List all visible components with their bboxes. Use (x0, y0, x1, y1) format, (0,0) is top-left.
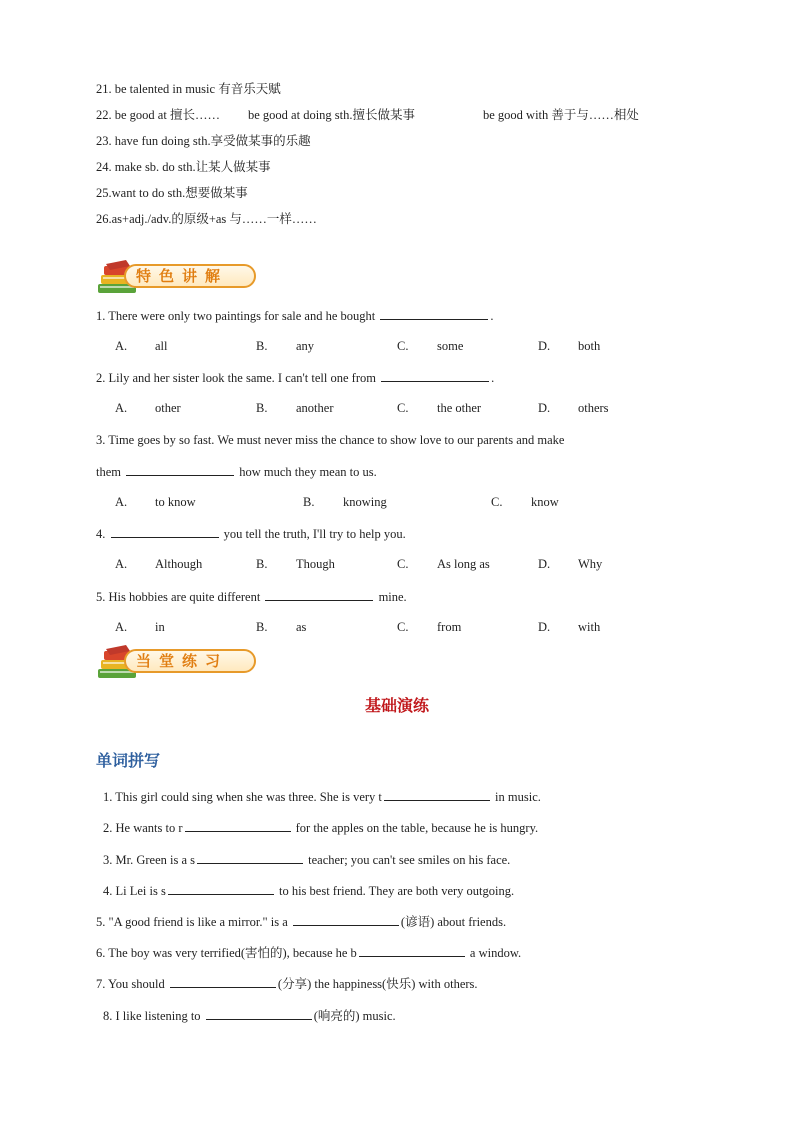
option-letter[interactable]: B. (256, 401, 268, 415)
option-letter[interactable]: B. (256, 557, 268, 571)
banner-dangtang-lianxi (96, 643, 258, 683)
spelling-text: 8. I like listening to (103, 1009, 201, 1023)
option-letter[interactable]: B. (303, 495, 315, 509)
question-3-line-1: 3. Time goes by so fast. We must never miss the chance to show love to our parents and make (96, 433, 565, 447)
answer-blank[interactable] (206, 1006, 312, 1020)
section-heading-jichu-yanlian: 基础演练 (364, 696, 429, 715)
option-text[interactable]: the other (437, 401, 482, 415)
option-text[interactable]: other (155, 401, 181, 415)
option-text[interactable]: as (296, 620, 307, 634)
answer-blank[interactable] (126, 462, 234, 476)
option-text[interactable]: from (437, 620, 462, 634)
option-text[interactable]: any (296, 339, 315, 353)
answer-blank[interactable] (197, 850, 303, 864)
phrase-22a: 22. be good at 擅长…… (96, 108, 220, 122)
spelling-text: 4. Li Lei is s (103, 884, 166, 898)
spelling-text: 5. "A good friend is like a mirror." is a (96, 915, 288, 929)
spelling-text: 2. He wants to r (103, 821, 183, 835)
answer-blank[interactable] (384, 787, 490, 801)
spelling-text-end: for the apples on the table, because he is hungry. (295, 821, 539, 835)
option-text[interactable]: in (155, 620, 165, 634)
spelling-item-2 (103, 818, 538, 837)
option-letter[interactable]: C. (397, 620, 409, 634)
banner-label: 当堂练习 (136, 652, 229, 670)
spelling-text-end: a window. (469, 946, 522, 960)
question-2 (96, 368, 494, 387)
option-text[interactable]: another (296, 401, 334, 415)
spelling-text-end: teacher; you can't see smiles on his face. (308, 853, 511, 867)
question-5-text: 5. His hobbies are quite different (96, 590, 261, 604)
option-text[interactable]: As long as (437, 557, 490, 571)
question-4-text: you tell the truth, I'll try to help you. (223, 527, 406, 541)
answer-blank[interactable] (293, 912, 399, 926)
question-2-text: 2. Lily and her sister look the same. I can't tell one from (96, 371, 376, 385)
option-text[interactable]: some (437, 339, 464, 353)
spelling-text: 6. The boy was very terrified(害怕的), because he b (96, 946, 357, 960)
phrase-22c: be good with 善于与……相处 (483, 108, 639, 122)
banner-label: 特色讲解 (136, 267, 229, 285)
option-letter[interactable]: D. (538, 401, 551, 415)
answer-blank[interactable] (380, 306, 488, 320)
phrase-26: 26.as+adj./adv.的原级+as 与……一样…… (96, 212, 317, 226)
section-heading-danci-pinxie: 单词拼写 (96, 751, 161, 770)
spelling-text: 7. You should (96, 977, 165, 991)
option-text[interactable]: to know (155, 495, 196, 509)
answer-blank[interactable] (170, 974, 276, 988)
question-1-text: 1. There were only two paintings for sale and he bought (96, 309, 376, 323)
phrase-22b: be good at doing sth.擅长做某事 (248, 108, 416, 122)
question-2-end: . (491, 371, 495, 385)
answer-blank[interactable] (168, 881, 274, 895)
option-text[interactable]: all (155, 339, 168, 353)
spelling-item-6 (96, 943, 521, 962)
answer-blank[interactable] (381, 368, 489, 382)
option-letter[interactable]: A. (115, 557, 128, 571)
banner-tese-jiangjie (96, 258, 258, 298)
spelling-item-7 (96, 974, 478, 993)
option-text[interactable]: Why (578, 557, 603, 571)
question-1 (96, 306, 493, 325)
option-letter[interactable]: C. (397, 557, 409, 571)
option-letter[interactable]: D. (538, 339, 551, 353)
spelling-item-3 (103, 850, 510, 869)
option-letter[interactable]: D. (538, 557, 551, 571)
phrase-21: 21. be talented in music 有音乐天赋 (96, 82, 281, 96)
phrase-24: 24. make sb. do sth.让某人做某事 (96, 160, 271, 174)
spelling-text-end: in music. (495, 790, 541, 804)
spelling-item-8 (103, 1006, 396, 1025)
spelling-text-end: (响亮的) music. (313, 1009, 396, 1023)
question-3-line-2 (96, 462, 377, 481)
answer-blank[interactable] (359, 943, 465, 957)
answer-blank[interactable] (265, 587, 373, 601)
question-3-start: them (96, 465, 121, 479)
spelling-text-end: to his best friend. They are both very outgoing. (278, 884, 515, 898)
option-letter[interactable]: C. (491, 495, 503, 509)
option-letter[interactable]: A. (115, 339, 128, 353)
option-letter[interactable]: D. (538, 620, 551, 634)
option-letter[interactable]: A. (115, 620, 128, 634)
option-text[interactable]: Although (155, 557, 203, 571)
option-text[interactable]: with (578, 620, 601, 634)
option-letter[interactable]: C. (397, 339, 409, 353)
option-text[interactable]: Though (296, 557, 335, 571)
option-text[interactable]: knowing (343, 495, 387, 509)
option-letter[interactable]: B. (256, 620, 268, 634)
spelling-item-5 (96, 912, 506, 931)
question-5 (96, 587, 407, 606)
spelling-item-1 (103, 787, 541, 806)
question-3-end: how much they mean to us. (239, 465, 377, 479)
option-text[interactable]: know (531, 495, 559, 509)
phrase-25: 25.want to do sth.想要做某事 (96, 186, 248, 200)
question-4 (96, 524, 406, 543)
option-text[interactable]: others (578, 401, 609, 415)
question-4-number: 4. (96, 527, 106, 541)
option-letter[interactable]: B. (256, 339, 268, 353)
option-letter[interactable]: C. (397, 401, 409, 415)
spelling-item-4 (103, 881, 514, 900)
option-letter[interactable]: A. (115, 401, 128, 415)
phrase-23: 23. have fun doing sth.享受做某事的乐趣 (96, 134, 311, 148)
spelling-text-end: (分享) the happiness(快乐) with others. (277, 977, 478, 991)
answer-blank[interactable] (185, 818, 291, 832)
option-letter[interactable]: A. (115, 495, 128, 509)
option-text[interactable]: both (578, 339, 601, 353)
question-1-end: . (490, 309, 494, 323)
spelling-text: 3. Mr. Green is a s (103, 853, 195, 867)
spelling-text-end: (谚语) about friends. (400, 915, 507, 929)
question-5-end: mine. (378, 590, 407, 604)
spelling-text: 1. This girl could sing when she was three. She is very t (103, 790, 382, 804)
answer-blank[interactable] (111, 524, 219, 538)
